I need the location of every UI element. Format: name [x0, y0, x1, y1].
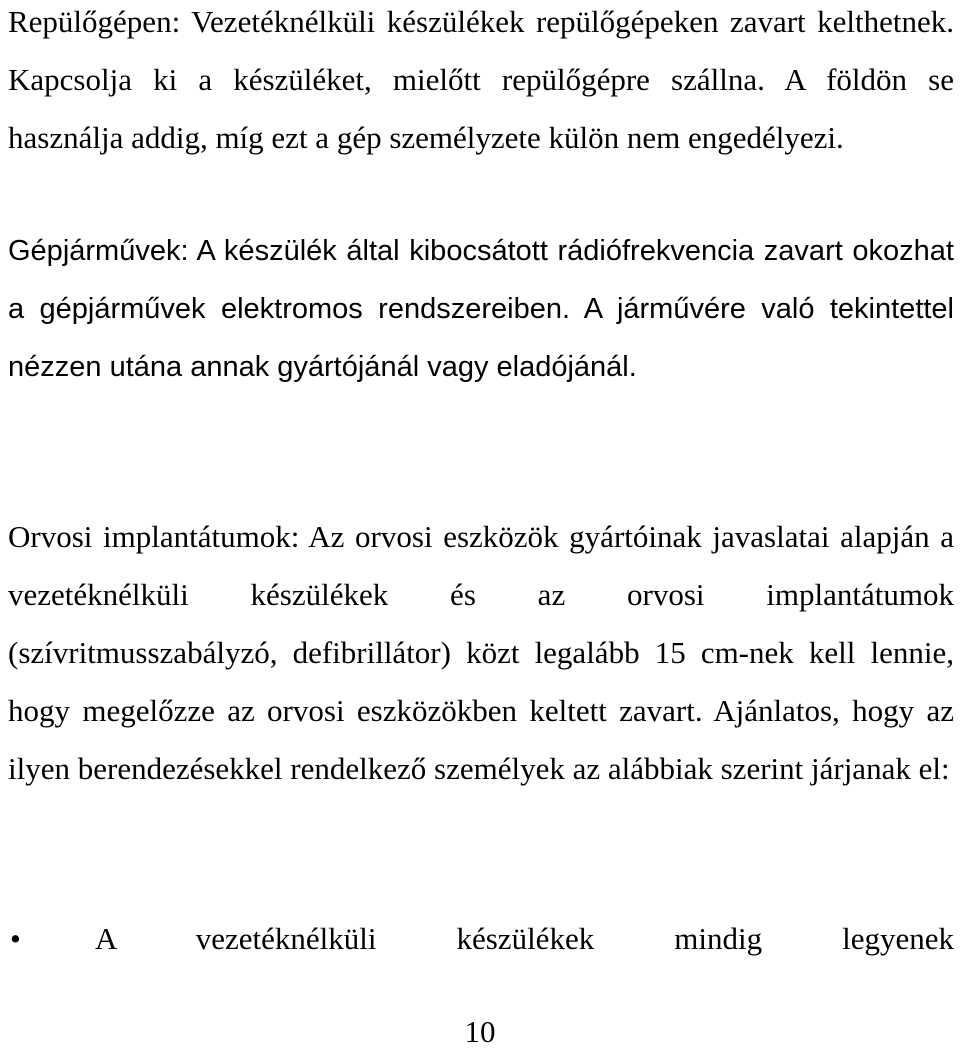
bullet-text: A vezetéknélküli készülékek mindig legyenek	[95, 921, 954, 956]
paragraph-airplane: Repülőgépen: Vezetéknélküli készülékek repülőgépeken zavart kelthetnek. Kapcsolja ki a készüléket, mielőtt repülőgépre szállna. A földön se használja addig, míg ezt a gép személyzete külön nem engedélyezi.	[8, 4, 954, 155]
bullet-marker: •	[10, 921, 21, 956]
paragraph-medical-implants: Orvosi implantátumok: Az orvosi eszközök gyártóinak javaslatai alapján a vezetéknélküli készülékek és az orvosi implantátumok (szívritmusszabályzó, defibrillátor) közt legalább 15 cm-nek kell lennie, hogy megelőzze az orvosi eszközökben keltett zavart. Ajánlatos, hogy az ilyen berendezésekkel rendelkező személyek az alábbiak szerint járjanak el:	[8, 519, 954, 786]
bullet-list-item	[8, 910, 954, 968]
page-number: 10	[464, 1014, 496, 1049]
paragraph-vehicles: Gépjárművek: A készülék által kibocsátott rádiófrekvencia zavart okozhat a gépjárművek elektromos rendszereiben. A járművére való tekintettel nézzen utána annak gyártójánál vagy eladójánál.	[8, 235, 954, 383]
